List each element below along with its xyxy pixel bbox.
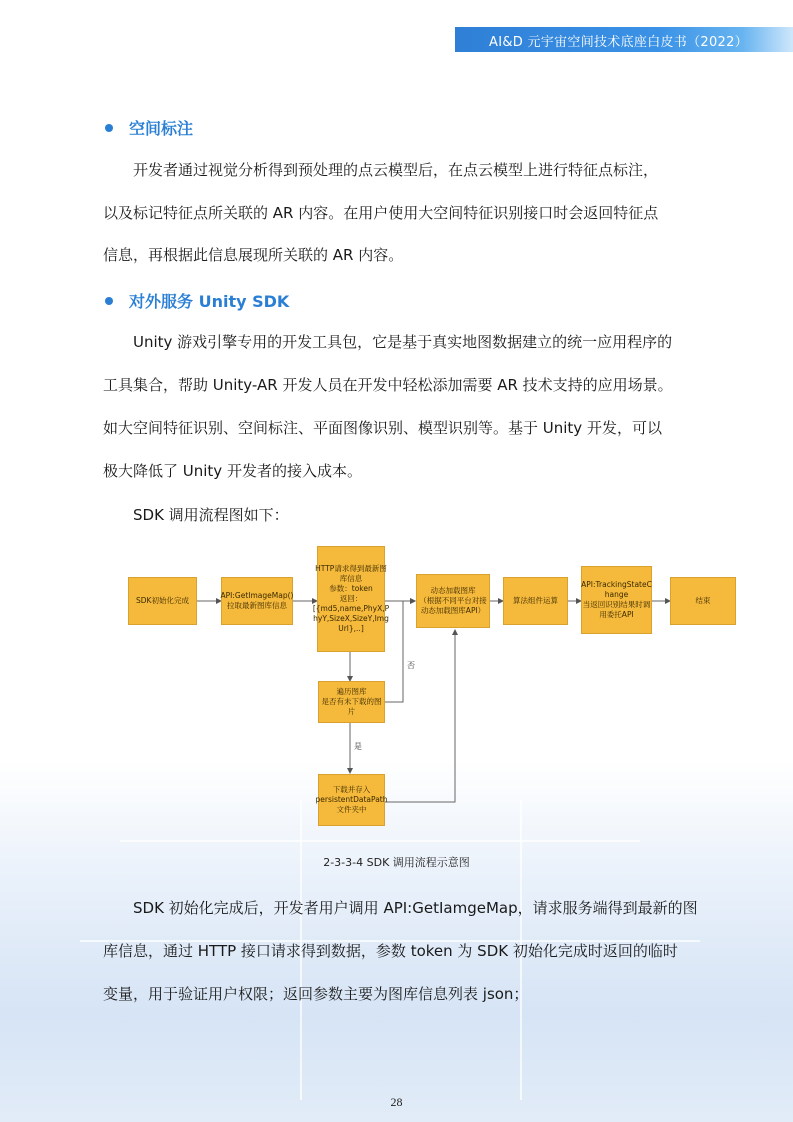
sdk-flowchart xyxy=(125,540,740,840)
figure-caption: 2-3-3-4 SDK 调用流程示意图 xyxy=(323,856,470,869)
header-title: AI&D 元宇宙空间技术底座白皮书（2022） xyxy=(489,35,748,50)
section-heading-spatial-annotation xyxy=(105,116,193,139)
section-heading-text: 对外服务 Unity SDK xyxy=(129,292,290,311)
flow-label-yes: 是 xyxy=(354,742,362,751)
flow-box-end: 结束 xyxy=(670,577,736,625)
paragraph-line: 以及标记特征点所关联的 AR 内容。在用户使用大空间特征识别接口时会返回特征点 xyxy=(103,204,659,222)
paragraph-line: 工具集合，帮助 Unity-AR 开发人员在开发中轻松添加需要 AR 技术支持的应用场景。 xyxy=(103,376,673,394)
paragraph-line: 信息，再根据此信息展现所关联的 AR 内容。 xyxy=(103,246,404,264)
section-heading-unity-sdk xyxy=(105,289,289,312)
flowchart-intro: SDK 调用流程图如下： xyxy=(133,506,289,524)
paragraph-line: Unity 游戏引擎专用的开发工具包，它是基于真实地图数据建立的统一应用程序的 xyxy=(133,333,673,351)
paragraph-line: 开发者通过视觉分析得到预处理的点云模型后，在点云模型上进行特征点标注， xyxy=(133,161,659,179)
flow-box-algorithm: 算法组件运算 xyxy=(503,577,568,625)
bullet-dot-icon xyxy=(105,124,113,132)
flow-box-dynamic-load: 动态加载图库 （根据不同平台对接 动态加载图库API） xyxy=(416,574,490,628)
section-heading-text: 空间标注 xyxy=(129,119,194,138)
page-number: 28 xyxy=(390,1095,403,1109)
paragraph-line: 极大降低了 Unity 开发者的接入成本。 xyxy=(103,462,362,480)
paragraph-line: 库信息，通过 HTTP 接口请求得到数据，参数 token 为 SDK 初始化完成时返回的临时 xyxy=(103,942,678,960)
bullet-dot-icon xyxy=(105,297,113,305)
flow-label-no: 否 xyxy=(407,661,415,670)
paragraph-line: 变量，用于验证用户权限；返回参数主要为图库信息列表 json； xyxy=(103,985,529,1003)
flow-box-tracking-state: API:TrackingStateC hange 当返回识别结果时调 用委托API xyxy=(581,566,652,634)
flow-box-http-request: HTTP请求得到最新图 库信息 参数：token 返回： [{md5,name,PhyX,P hyY,SizeX,SizeY,Img Url},..] xyxy=(317,546,385,652)
paragraph-line: 如大空间特征识别、空间标注、平面图像识别、模型识别等。基于 Unity 开发，可以 xyxy=(103,419,662,437)
flow-box-get-image-map: API:GetImageMap() 拉取最新图库信息 xyxy=(221,577,293,625)
flow-box-sdk-init: SDK初始化完成 xyxy=(128,577,197,625)
flow-box-traverse-gallery: 遍历图库 是否有未下载的图片 xyxy=(318,681,385,723)
flow-box-download: 下载并存入 persistentDataPath 文件夹中 xyxy=(318,774,385,826)
paragraph-line: SDK 初始化完成后，开发者用户调用 API:GetIamgeMap，请求服务端得到最新的图 xyxy=(133,899,698,917)
